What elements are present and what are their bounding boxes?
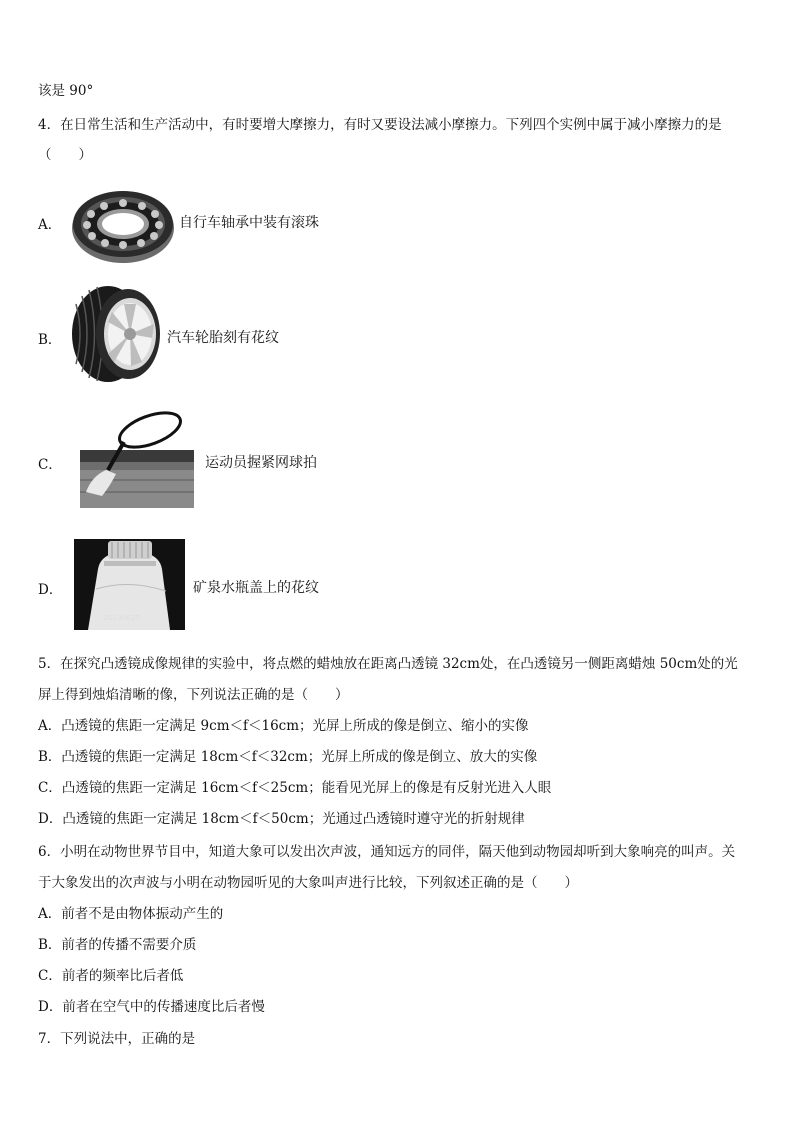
bearing-photo [70, 188, 176, 264]
tire-photo [70, 284, 162, 384]
q4-option-d-caption: 矿泉水瓶盖上的花纹 [193, 580, 319, 596]
q5-option-b: B．凸透镜的焦距一定满足 18cm＜f＜32cm；光屏上所成的像是倒立、放大的实像 [38, 749, 538, 765]
q4-option-b-letter: B． [38, 332, 62, 348]
q5-stem-line2: 屏上得到烛焰清晰的像，下列说法正确的是（ ） [38, 687, 349, 703]
q6-stem-line2: 于大象发出的次声波与小明在动物园听见的大象叫声进行比较，下列叙述正确的是（ ） [38, 875, 578, 891]
q5-option-c: C．凸透镜的焦距一定满足 16cm＜f＜25cm；能看见光屏上的像是有反射光进入人眼 [38, 780, 552, 796]
q7-stem: 7．下列说法中，正确的是 [38, 1031, 196, 1047]
continuation-text: 该是 90° [38, 83, 94, 99]
q6-option-c: C．前者的频率比后者低 [38, 968, 184, 984]
q4-option-c-letter: C． [38, 457, 62, 473]
q6-option-a: A．前者不是由物体振动产生的 [38, 906, 224, 922]
photo-date-stamp: 20130625 [104, 614, 140, 622]
q4-stem: 4．在日常生活和生产活动中，有时要增大摩擦力，有时又要设法减小摩擦力。下列四个实例中属于减小摩擦力的是 [38, 117, 722, 133]
q6-option-b: B．前者的传播不需要介质 [38, 937, 197, 953]
q4-option-c-caption: 运动员握紧网球拍 [205, 455, 317, 471]
q5-option-a: A．凸透镜的焦距一定满足 9cm＜f＜16cm；光屏上所成的像是倒立、缩小的实像 [38, 718, 529, 734]
q4-option-a-letter: A． [38, 217, 62, 233]
q6-option-d: D．前者在空气中的传播速度比后者慢 [38, 999, 265, 1015]
q4-answer-paren: （ ） [38, 147, 92, 163]
water-bottle-photo [74, 539, 185, 630]
q5-stem-line1: 5．在探究凸透镜成像规律的实验中，将点燃的蜡烛放在距离凸透镜 32cm处，在凸透镜另一侧距离蜡烛 50cm处的光 [38, 656, 738, 672]
q4-option-b-caption: 汽车轮胎刻有花纹 [167, 330, 279, 346]
q6-stem-line1: 6．小明在动物世界节目中，知道大象可以发出次声波，通知远方的同伴，隔天他到动物园却听到大象响亮的叫声。关 [38, 844, 736, 860]
q4-option-a-caption: 自行车轴承中装有滚珠 [179, 215, 319, 231]
q5-option-d: D．凸透镜的焦距一定满足 18cm＜f＜50cm；光通过凸透镜时遵守光的折射规律 [38, 811, 525, 827]
tennis-racket-photo [80, 410, 194, 508]
q4-option-d-letter: D． [38, 582, 63, 598]
